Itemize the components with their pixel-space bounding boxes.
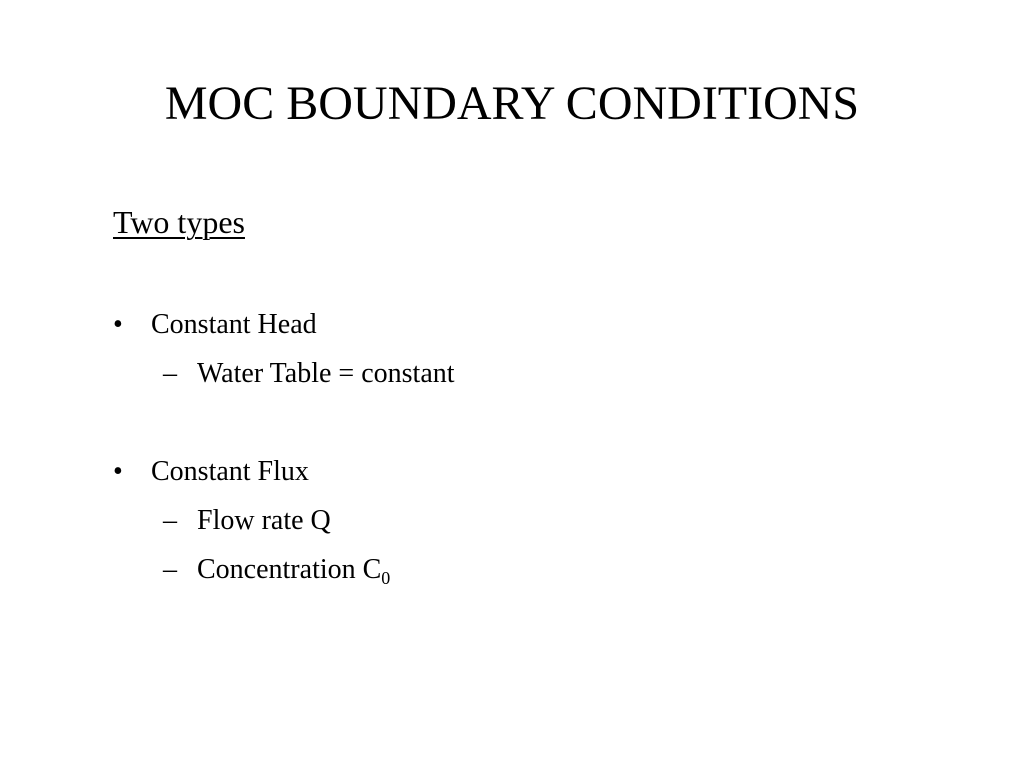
subscript: 0 xyxy=(381,568,391,588)
sub-item-label: Flow rate Q xyxy=(197,505,331,536)
sub-item-flow-rate xyxy=(163,503,331,539)
sub-bullet-marker: – xyxy=(163,554,177,585)
bullet-item-constant-head xyxy=(113,307,317,343)
bullet-label: Constant Head xyxy=(151,309,317,340)
slide-title: MOC BOUNDARY CONDITIONS xyxy=(164,77,860,130)
sub-item-label: Concentration C xyxy=(197,554,382,585)
sub-item-water-table xyxy=(163,356,455,392)
bullet-marker: • xyxy=(113,456,123,487)
sub-bullet-marker: – xyxy=(163,505,177,536)
bullet-label: Constant Flux xyxy=(151,456,309,487)
sub-item-concentration xyxy=(163,552,390,588)
section-heading: Two types xyxy=(113,204,245,240)
bullet-marker: • xyxy=(113,309,123,340)
sub-bullet-marker: – xyxy=(163,358,177,389)
bullet-item-constant-flux xyxy=(113,454,309,490)
sub-item-label: Water Table = constant xyxy=(197,358,455,389)
